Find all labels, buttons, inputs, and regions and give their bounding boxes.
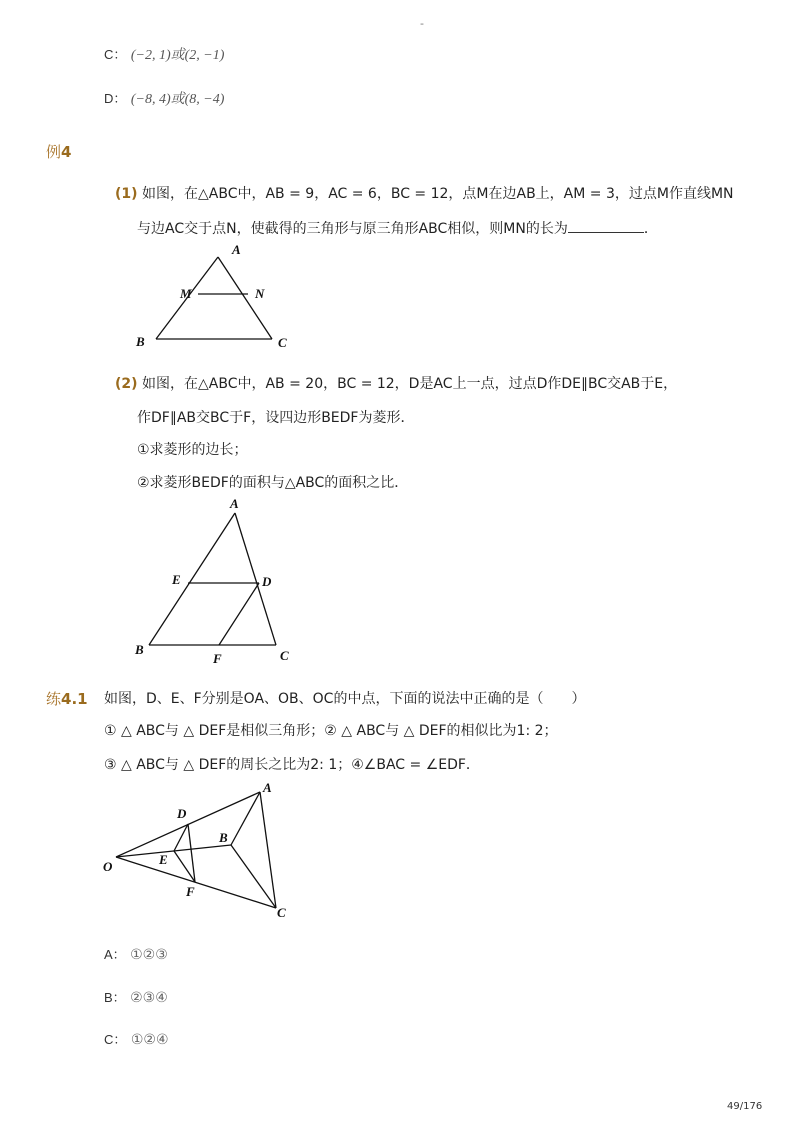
option-value: (−2, 1)或(2, −1) — [130, 48, 225, 63]
label-b: B — [135, 642, 144, 657]
label-d: D — [262, 574, 272, 589]
practice-tag-number: 4.1 — [61, 690, 88, 708]
answer-blank[interactable] — [568, 218, 644, 233]
label-d: D — [177, 806, 187, 821]
example-tag-prefix: 例 — [46, 143, 62, 161]
ray-ob — [116, 845, 231, 857]
label-c: C — [277, 905, 286, 920]
option-value: ①②④ — [130, 1032, 169, 1048]
page-number: 49/176 — [727, 1101, 763, 1112]
label-a: A — [230, 496, 239, 511]
problem-1-text-end: ． — [643, 221, 658, 237]
label-a: A — [232, 242, 241, 257]
header-mark: - — [420, 17, 424, 30]
similar-triangles-figure — [98, 776, 308, 926]
option-label: C： — [104, 47, 127, 62]
option-label: B： — [104, 990, 126, 1005]
practice-tag-prefix: 练 — [46, 690, 62, 708]
problem-2-question-2: ②求菱形BEDF的面积与△ABC的面积之比． — [137, 475, 409, 491]
triangle-figure-1 — [120, 238, 320, 356]
option-label: A： — [104, 947, 126, 962]
practice-question-line-3: ③ △ ABC与 △ DEF的周长之比为2: 1；④∠BAC = ∠EDF． — [104, 757, 480, 773]
label-b: B — [136, 334, 145, 349]
label-m: M — [180, 286, 192, 301]
option-label: D： — [104, 91, 127, 106]
label-e: E — [159, 852, 168, 867]
side-ab — [149, 513, 235, 645]
problem-1-number: (1) — [115, 186, 138, 202]
problem-2-line-1 — [115, 374, 677, 394]
label-f: F — [213, 651, 222, 666]
option-a[interactable] — [104, 945, 168, 965]
side-ac — [260, 792, 276, 908]
example-tag-number: 4 — [61, 143, 72, 161]
option-value: ②③④ — [130, 990, 168, 1006]
problem-2-number: (2) — [115, 376, 138, 392]
option-label: C： — [104, 1032, 127, 1047]
problem-1-line-2 — [137, 218, 658, 239]
label-b: B — [219, 830, 228, 845]
option-b[interactable] — [104, 988, 168, 1008]
option-d[interactable] — [104, 89, 224, 110]
ray-oc — [116, 857, 276, 908]
label-e: E — [172, 572, 181, 587]
problem-1-text-1: 如图，在△ABC中，AB = 9，AC = 6，BC = 12，点M在边AB上，AM = 3，过点M作直线MN — [142, 186, 734, 202]
practice-4-1-heading — [46, 689, 88, 709]
option-c[interactable] — [104, 45, 224, 66]
practice-question-line-2: ① △ ABC与 △ DEF是相似三角形；② △ ABC与 △ DEF的相似比为1: 2； — [104, 723, 558, 739]
problem-1-line-1 — [115, 184, 734, 204]
label-o: O — [103, 859, 113, 874]
option-c-practice[interactable] — [104, 1030, 169, 1050]
label-n: N — [255, 286, 265, 301]
label-c: C — [278, 335, 287, 350]
example-4-heading — [46, 142, 71, 162]
side-ab — [231, 792, 260, 845]
option-value: ①②③ — [130, 947, 168, 963]
problem-1-text-2: 与边AC交于点N，使截得的三角形与原三角形ABC相似，则MN的长为 — [137, 221, 568, 237]
segment-df — [219, 583, 259, 645]
problem-2-line-2: 作DF∥AB交BC于F，设四边形BEDF为菱形． — [137, 410, 415, 426]
label-c: C — [280, 648, 289, 663]
problem-2-text-1: 如图，在△ABC中，AB = 20，BC = 12，D是AC上一点，过点D作DE∥BC交AB于E， — [142, 376, 678, 392]
option-value: (−8, 4)或(8, −4) — [130, 92, 225, 107]
practice-question-line-1: 如图，D、E、F分别是OA、OB、OC的中点，下面的说法中正确的是（ ） — [104, 691, 586, 707]
problem-2-question-1: ①求菱形的边长； — [137, 442, 248, 458]
label-f: F — [186, 884, 195, 899]
label-a: A — [263, 780, 272, 795]
triangle-figure-2 — [120, 495, 320, 670]
